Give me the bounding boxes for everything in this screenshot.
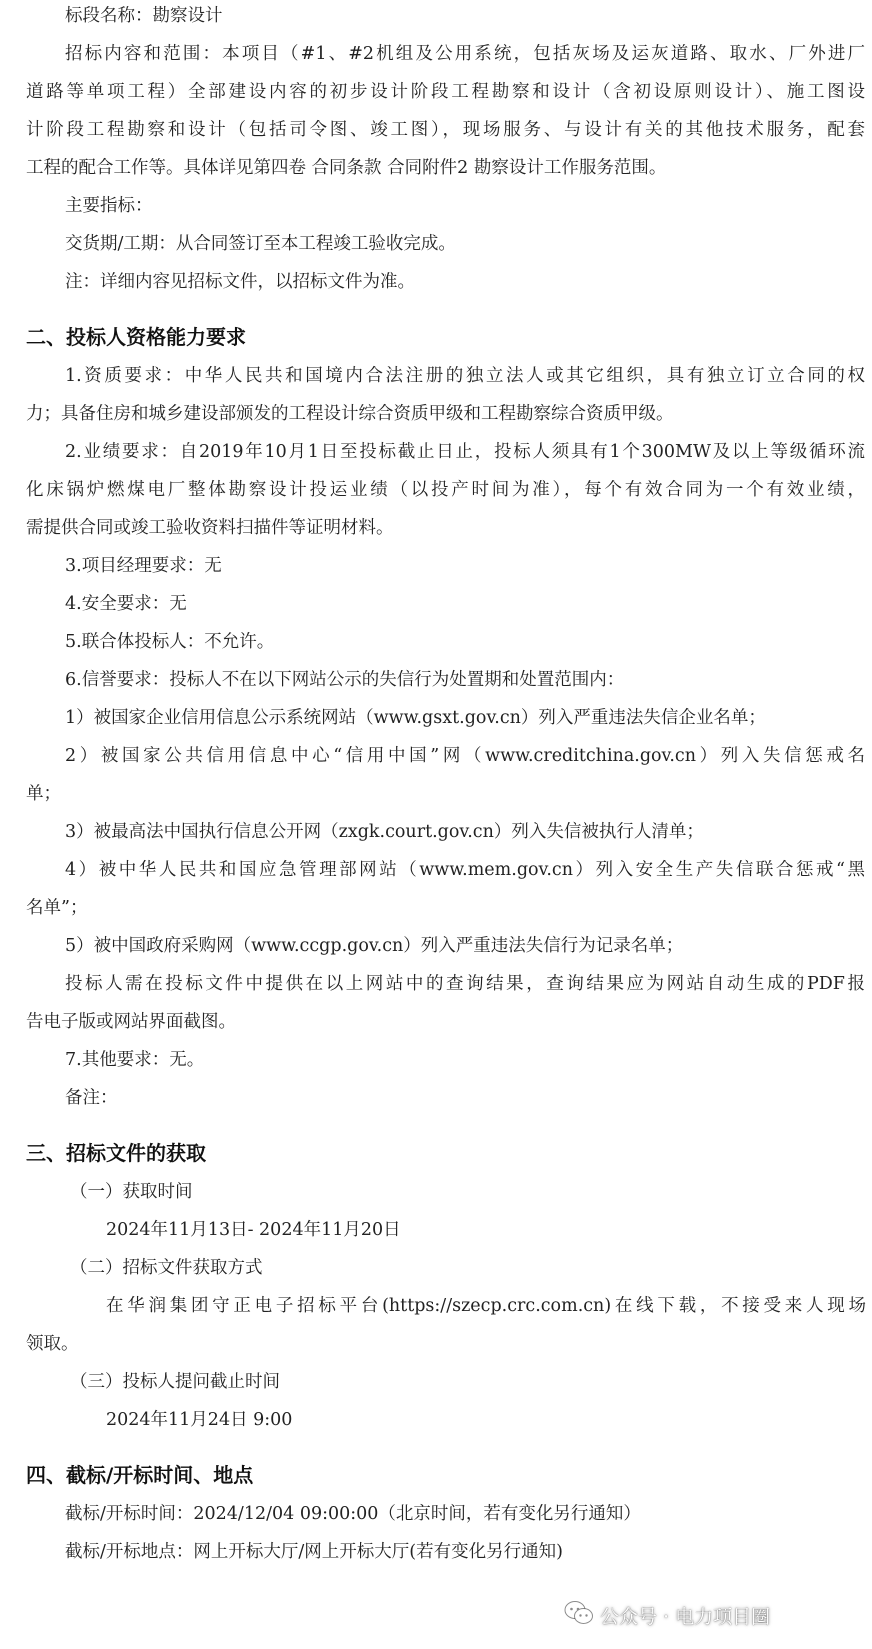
credit-item-4: 4）被中华人民共和国应急管理部网站（www.mem.gov.cn）列入安全生产失信联合惩戒“黑 xyxy=(65,860,865,880)
watermark-label: 公众号 · 电力项目圈 xyxy=(600,1605,771,1628)
credit-item-3: 3）被最高法中国执行信息公开网（zxgk.court.gov.cn）列入失信被执行人清单； xyxy=(65,822,704,842)
scope-line-4: 工程的配合工作等。具体详见第四卷 合同条款 合同附件2 勘察设计工作服务范围。 xyxy=(26,158,667,178)
bid-opening-place: 截标/开标地点：网上开标大厅/网上开标大厅(若有变化另行通知) xyxy=(65,1542,563,1562)
credit-requirement: 6.信誉要求：投标人不在以下网站公示的失信行为处置期和处置范围内： xyxy=(65,670,625,690)
credit-item-2-cont: 单； xyxy=(26,784,61,804)
section-4-heading: 四、截标/开标时间、地点 xyxy=(26,1463,254,1487)
section-2-heading: 二、投标人资格能力要求 xyxy=(26,325,246,349)
scope-line-2: 道路等单项工程）全部建设内容的初步设计阶段工程勘察和设计（含初设原则设计）、施工图设 xyxy=(26,82,865,102)
delivery-period: 交货期/工期：从合同签订至本工程竣工验收完成。 xyxy=(65,234,456,254)
bid-opening-time: 截标/开标时间：2024/12/04 09:00:00（北京时间，若有变化另行通知） xyxy=(65,1504,641,1524)
credit-item-2: 2）被国家公共信用信息中心“信用中国”网（www.creditchina.gov.cn）列入失信惩戒名 xyxy=(65,746,865,766)
question-deadline-value: 2024年11月24日 9:00 xyxy=(106,1410,293,1430)
credit-item-1: 1）被国家企业信用信息公示系统网站（www.gsxt.gov.cn）列入严重违法失信企业名单； xyxy=(65,708,766,728)
acquisition-method-label: （二）招标文件获取方式 xyxy=(70,1258,263,1278)
question-deadline-label: （三）投标人提问截止时间 xyxy=(70,1372,280,1392)
scope-line-3: 计阶段工程勘察和设计（包括司令图、竣工图），现场服务、与设计有关的其他技术服务，配套 xyxy=(26,120,865,140)
other-requirements: 7.其他要求：无。 xyxy=(65,1050,205,1070)
acquisition-method-line-1: 在华润集团守正电子招标平台(https://szecp.crc.com.cn)在线下载，不接受来人现场 xyxy=(106,1296,866,1316)
qualification-line-2: 力；具备住房和城乡建设部颁发的工程设计综合资质甲级和工程勘察综合资质甲级。 xyxy=(26,404,674,424)
intro-note: 注：详细内容见招标文件，以招标文件为准。 xyxy=(65,272,415,292)
main-indicators: 主要指标： xyxy=(65,196,153,216)
credit-item-4-cont: 名单”； xyxy=(26,898,88,918)
section-3-heading: 三、招标文件的获取 xyxy=(26,1141,206,1165)
credit-note-line-1: 投标人需在投标文件中提供在以上网站中的查询结果，查询结果应为网站自动生成的PDF报 xyxy=(65,974,865,994)
acquisition-method-line-2: 领取。 xyxy=(26,1334,79,1354)
credit-item-5: 5）被中国政府采购网（www.ccgp.gov.cn）列入严重违法失信行为记录名单； xyxy=(65,936,684,956)
safety-requirement: 4.安全要求：无 xyxy=(65,594,187,614)
acquisition-time-value: 2024年11月13日- 2024年11月20日 xyxy=(106,1220,401,1240)
acquisition-time-label: （一）获取时间 xyxy=(70,1182,193,1202)
credit-note-line-2: 告电子版或网站界面截图。 xyxy=(26,1012,236,1032)
performance-line-2: 化床锅炉燃煤电厂整体勘察设计投运业绩（以投产时间为准），每个有效合同为一个有效业绩， xyxy=(26,480,865,500)
performance-line-3: 需提供合同或竣工验收资料扫描件等证明材料。 xyxy=(26,518,394,538)
scope-line-1: 招标内容和范围：本项目（#1、#2机组及公用系统，包括灰场及运灰道路、取水、厂外进厂 xyxy=(65,44,865,64)
qualification-line-1: 1.资质要求：中华人民共和国境内合法注册的独立法人或其它组织，具有独立订立合同的权 xyxy=(65,366,865,386)
remarks: 备注： xyxy=(65,1088,118,1108)
performance-line-1: 2.业绩要求：自2019年10月1日至投标截止日止，投标人须具有1个300MW及以上等级循环流 xyxy=(65,442,865,462)
pm-requirement: 3.项目经理要求：无 xyxy=(65,556,222,576)
watermark xyxy=(564,1598,864,1632)
consortium-requirement: 5.联合体投标人：不允许。 xyxy=(65,632,275,652)
wechat-icon xyxy=(564,1600,594,1631)
lot-name: 标段名称：勘察设计 xyxy=(65,6,223,26)
